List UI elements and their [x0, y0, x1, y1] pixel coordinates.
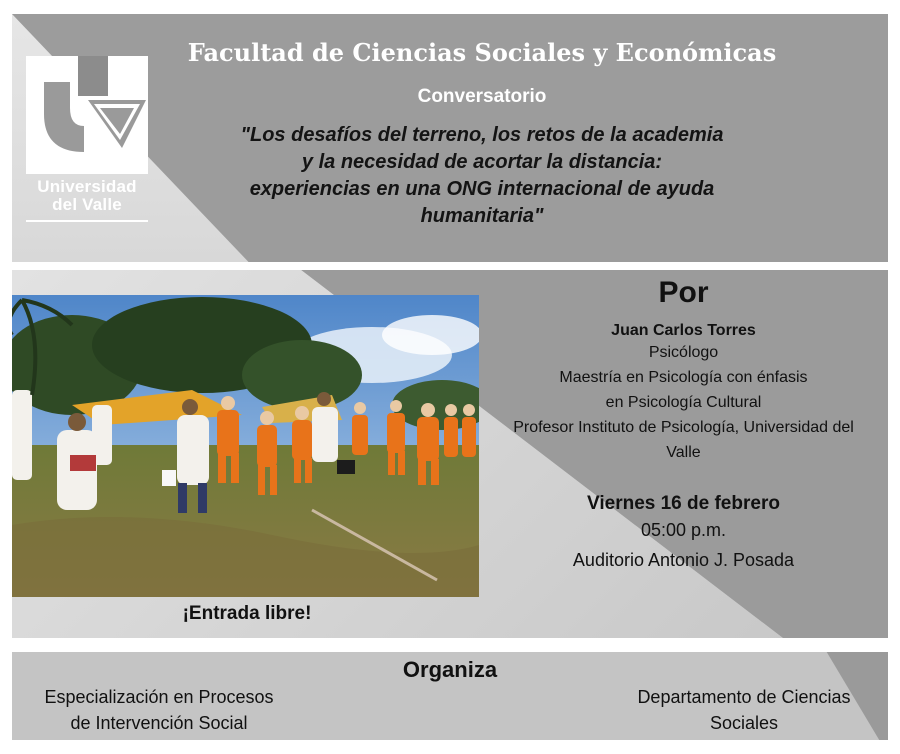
event-date: Viernes 16 de febrero — [587, 493, 780, 514]
por-label: Por — [658, 276, 709, 309]
field-photo — [12, 295, 479, 597]
logo-line-2: del Valle — [52, 195, 122, 214]
talk-title-line: experiencias en una ONG internacional de ayuda — [249, 178, 715, 200]
speaker-info — [485, 270, 882, 575]
talk-title — [172, 122, 792, 230]
speaker-credential: Psicólogo — [648, 344, 719, 361]
organizer-left — [14, 684, 304, 736]
organizer-left-line: de Intervención Social — [70, 713, 248, 733]
organizer-left-line: Especialización en Procesos — [44, 687, 274, 707]
organizers-panel — [12, 652, 888, 740]
speaker-credential: en Psicología Cultural — [605, 394, 762, 411]
organizer-right-line: Departamento de Ciencias — [637, 687, 851, 707]
university-logo — [26, 56, 148, 222]
organiza-title: Organiza — [402, 657, 498, 682]
speaker-credential: Valle — [666, 444, 701, 461]
event-time: 05:00 p.m. — [640, 520, 727, 540]
details-panel — [12, 270, 888, 638]
humanitarian-team-photo — [12, 295, 479, 597]
logo-underline — [26, 220, 148, 222]
speaker-credential: Profesor Instituto de Psicología, Universidad del — [513, 419, 854, 436]
organizer-right-line: Sociales — [709, 713, 779, 733]
speaker-credential: Maestría en Psicología con énfasis — [559, 369, 808, 386]
speaker-name: Juan Carlos Torres — [611, 322, 756, 339]
talk-title-line: humanitaria" — [420, 205, 544, 227]
free-entry-note: ¡Entrada libre! — [182, 603, 312, 624]
logo-text — [26, 178, 148, 214]
talk-title-line: y la necesidad de acortar la distancia: — [301, 151, 663, 173]
talk-title-line: "Los desafíos del terreno, los retos de la academia — [240, 124, 724, 146]
header-panel — [12, 14, 888, 262]
organizer-right — [608, 684, 880, 736]
faculty-title: Facultad de Ciencias Sociales y Económicas — [187, 38, 777, 67]
event-place: Auditorio Antonio J. Posada — [572, 550, 795, 570]
event-type: Conversatorio — [417, 86, 547, 107]
univalle-logo-icon — [26, 56, 148, 174]
logo-line-1: Universidad — [37, 177, 137, 196]
